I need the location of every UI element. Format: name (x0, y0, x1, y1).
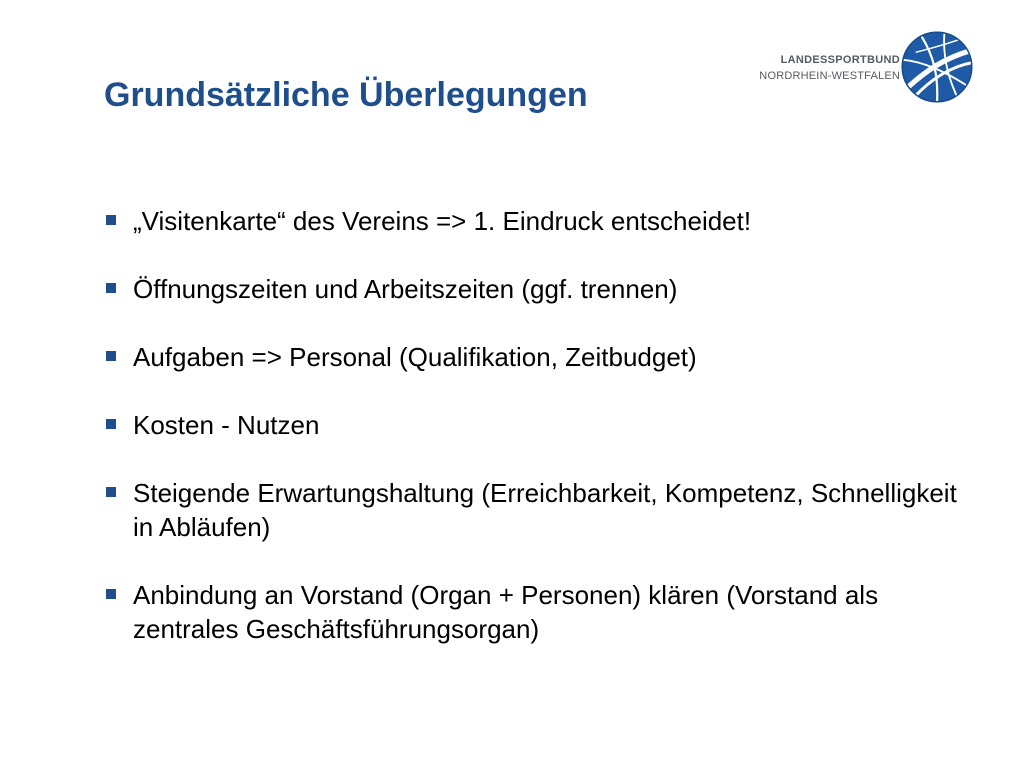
bullet-text: Öffnungszeiten und Arbeitszeiten (ggf. trennen) (133, 274, 678, 304)
landessportbund-emblem-icon (900, 30, 974, 104)
bullet-text: Anbindung an Vorstand (Organ + Personen) klären (Vorstand als zentrales Geschäftsführungsorgan) (133, 580, 879, 644)
square-bullet-icon (106, 589, 116, 599)
bullet-list (104, 204, 984, 680)
bullet-item (104, 408, 984, 442)
bullet-item (104, 272, 984, 306)
bullet-item (104, 578, 984, 646)
logo-line-2: NORDRHEIN-WESTFALEN (759, 70, 900, 82)
square-bullet-icon (106, 351, 116, 361)
square-bullet-icon (106, 215, 116, 225)
bullet-text: Steigende Erwartungshaltung (Erreichbarkeit, Kompetenz, Schnelligkeit in Abläufen) (133, 478, 957, 542)
bullet-item (104, 476, 984, 544)
square-bullet-icon (106, 419, 116, 429)
bullet-text: Kosten - Nutzen (133, 410, 320, 440)
bullet-item (104, 340, 984, 374)
logo-line-1: LANDESSPORTBUND (780, 54, 900, 66)
slide-title: Grundsätzliche Überlegungen (104, 76, 588, 114)
bullet-item (104, 204, 984, 238)
square-bullet-icon (106, 487, 116, 497)
square-bullet-icon (106, 283, 116, 293)
bullet-text: „Visitenkarte“ des Vereins => 1. Eindruck entscheidet! (133, 206, 752, 236)
bullet-text: Aufgaben => Personal (Qualifikation, Zeitbudget) (133, 342, 697, 372)
logo-text (759, 52, 900, 84)
landessportbund-logo (759, 28, 984, 108)
